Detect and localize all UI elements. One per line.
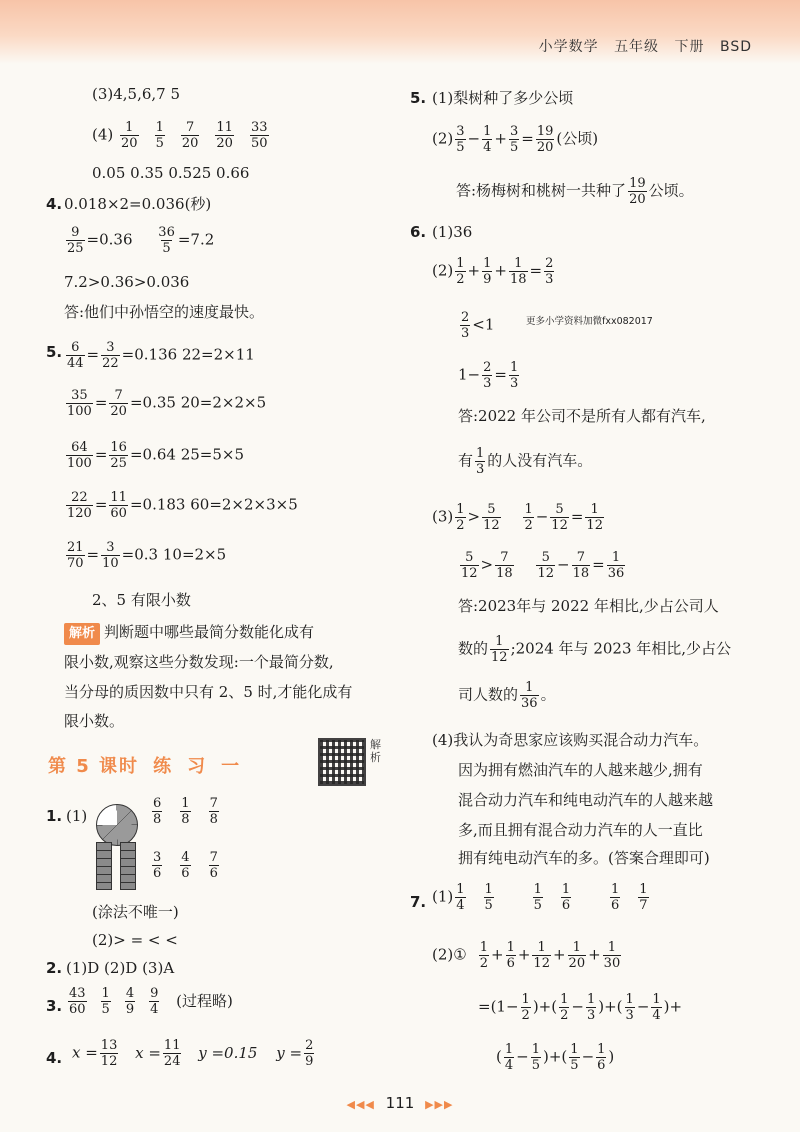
fraction: $\frac{19}{20}$ <box>629 176 646 207</box>
answer-line: 混合动力汽车和纯电动汽车的人越来越 <box>458 791 714 809</box>
denominator: 9 <box>125 1002 135 1017</box>
fraction: $\frac{1}{12}$ <box>586 502 603 533</box>
text: (1) <box>432 887 454 906</box>
denominator: 5 <box>101 1002 110 1017</box>
answer-line: (涂法不唯一) <box>92 903 179 921</box>
denominator: 22 <box>102 356 119 371</box>
lesson-title <box>48 752 255 778</box>
fraction: $\frac{3}{5}$ <box>509 124 519 155</box>
answer-line: 1− $\frac{2}{3}$ = $\frac{1}{3}$ <box>458 360 519 391</box>
denominator: 60 <box>110 506 127 521</box>
header-volume: 下册 <box>674 39 705 55</box>
fraction <box>209 850 219 881</box>
answer-line: (1)梨树种了多少公顷 <box>432 89 574 107</box>
denominator: 8 <box>181 812 190 827</box>
answer-line <box>458 680 556 711</box>
denominator: 120 <box>67 506 92 521</box>
text: y = <box>276 1043 303 1062</box>
fraction: $\frac{1}{30}$ <box>603 940 621 971</box>
fraction <box>180 850 190 881</box>
text: x = <box>135 1043 161 1062</box>
text: 的人没有汽车。 <box>487 451 593 470</box>
text: ;2024 年与 2023 年相比,少占公 <box>510 639 732 658</box>
denominator: 9 <box>305 1054 314 1069</box>
numerator: 11 <box>216 120 233 135</box>
fraction: $\frac{1}{2}$ <box>560 992 569 1023</box>
numerator: 7 <box>209 850 218 865</box>
answer-line: 0.05 0.35 0.525 0.66 <box>92 164 250 182</box>
answer-line: 因为拥有燃油汽车的人越来越少,拥有 <box>458 761 703 779</box>
numerator: 22 <box>71 490 88 505</box>
text: =0.64 25=5×5 <box>129 445 244 464</box>
question-number: 1. <box>46 807 63 825</box>
numerator: 1 <box>101 986 110 1001</box>
bar-shading-icon <box>96 842 140 890</box>
fraction <box>66 440 93 471</box>
numerator: 1 <box>181 796 190 811</box>
fraction: $\frac{1}{36}$ <box>607 550 625 581</box>
denominator: 4 <box>150 1002 159 1017</box>
explanation-line <box>64 622 314 645</box>
answer-line: (2)① $\frac{1}{2}$ + $\frac{1}{6}$ + $\frac{1}{12}$ + $\frac{1}{20}$ + $\frac{1}{30}$ <box>432 940 621 971</box>
fraction <box>109 490 128 521</box>
numerator: 9 <box>150 986 159 1001</box>
fraction: $\frac{1}{4}$ <box>652 992 661 1023</box>
fraction <box>152 796 162 827</box>
text: 数的 <box>458 639 489 658</box>
denominator: 50 <box>250 136 268 151</box>
answer-line: $\frac{35}{100}$ = $\frac{7}{20}$ =0.35 20=2×2×5 <box>67 388 267 419</box>
fraction <box>66 388 93 419</box>
fraction <box>155 120 165 151</box>
text: =0.183 60=2×2×3×5 <box>129 495 298 514</box>
fraction <box>66 340 85 371</box>
bar-rect <box>96 842 112 890</box>
fraction: $\frac{1}{18}$ <box>509 256 527 287</box>
numerator: 33 <box>250 120 268 135</box>
fraction: $\frac{1}{3}$ <box>586 992 596 1023</box>
fraction: $\frac{1}{6}$ <box>597 1042 606 1073</box>
answer-line: (2) $\frac{1}{2}$ + $\frac{1}{9}$ + $\frac{1}{18}$ = $\frac{2}{3}$ <box>432 256 554 287</box>
answer-line: 多,而且拥有混合动力汽车的人一直比 <box>458 821 703 839</box>
answer-line: =(1− $\frac{1}{2}$ )+( $\frac{1}{2}$ − $\frac{1}{3}$ )+( $\frac{1}{3}$ − $\frac{1}{4}$ )+ <box>478 992 683 1023</box>
fraction: $\frac{1}{2}$ <box>524 502 533 533</box>
header-subject: 小学数学 <box>538 39 599 55</box>
explanation-line: 限小数,观察这些分数发现:一个最简分数, <box>64 653 334 671</box>
fraction: $\frac{1}{12}$ <box>533 940 550 971</box>
denominator: 8 <box>209 812 218 827</box>
text: x = <box>72 1043 98 1062</box>
fraction-list <box>118 120 270 151</box>
text: 一 <box>221 756 242 777</box>
qr-label: 解析 <box>370 738 381 764</box>
fraction: $\frac{1}{7}$ <box>639 882 648 913</box>
text: =0.36 <box>86 230 133 249</box>
answer-line: (2)> = < < <box>92 931 178 949</box>
explanation-line: 限小数。 <box>64 712 125 730</box>
numerator: 13 <box>100 1038 118 1053</box>
numerator: 1 <box>155 120 164 135</box>
fraction <box>101 340 120 371</box>
fraction: $\frac{1}{5}$ <box>484 882 493 913</box>
answer-line: (3) $\frac{1}{2}$ > $\frac{5}{12}$ $\frac{1}{2}$ − $\frac{5}{12}$ = $\frac{1}{12}$ <box>432 502 603 533</box>
numerator: 7 <box>209 796 218 811</box>
answer-line <box>72 1038 316 1069</box>
answer-line: $\frac{6}{44}$ = $\frac{3}{22}$ =0.136 22=2×11 <box>67 340 255 371</box>
numerator: 3 <box>106 340 115 355</box>
fraction <box>304 1038 314 1069</box>
fraction <box>250 120 269 151</box>
fraction: $\frac{1}{4}$ <box>504 1042 514 1073</box>
fraction: $\frac{5}{12}$ <box>551 502 568 533</box>
denominator: 10 <box>102 556 119 571</box>
fraction <box>100 1038 119 1069</box>
fraction: $\frac{1}{20}$ <box>568 940 586 971</box>
text: 公顷。 <box>648 181 694 200</box>
text: 习 <box>187 756 208 777</box>
answer-line <box>458 634 731 665</box>
fraction: $\frac{1}{3}$ <box>625 992 634 1023</box>
numerator: 3 <box>153 850 162 865</box>
denominator: 100 <box>67 404 92 419</box>
pie-shading-icon <box>96 804 138 846</box>
fraction: $\frac{1}{12}$ <box>491 634 508 665</box>
fraction: $\frac{1}{5}$ <box>570 1042 579 1073</box>
denominator: 70 <box>67 556 84 571</box>
denominator: 20 <box>181 136 199 151</box>
numerator: 21 <box>67 540 84 555</box>
fraction: $\frac{5}{12}$ <box>461 550 478 581</box>
answer-line <box>64 225 214 256</box>
answer-line: 拥有纯电动汽车的多。(答案合理即可) <box>458 849 710 867</box>
right-arrows-icon: ▶▶▶ <box>425 1098 454 1111</box>
text: (2) <box>432 129 454 148</box>
fraction <box>181 120 200 151</box>
text: =0.136 22=2×11 <box>121 345 255 364</box>
text: y =0.15 <box>198 1043 258 1062</box>
numerator: 4 <box>181 850 190 865</box>
question-number: 2. <box>46 959 63 977</box>
fraction: $\frac{1}{6}$ <box>610 882 620 913</box>
denominator: 20 <box>216 136 233 151</box>
denominator: 8 <box>153 812 162 827</box>
question-number: 7. <box>410 893 427 911</box>
answer-line: $\frac{64}{100}$ = $\frac{16}{25}$ =0.64 25=5×5 <box>67 440 244 471</box>
question-number: 3. <box>46 997 63 1015</box>
answer-line: (3)4,5,6,7 5 <box>92 85 181 103</box>
denominator: 44 <box>67 356 84 371</box>
denominator: 60 <box>69 1002 86 1017</box>
item-prefix: (1) <box>66 807 88 825</box>
answer-line: (1)D (2)D (3)A <box>66 959 175 977</box>
qr-code-icon[interactable] <box>318 738 366 786</box>
numerator: 11 <box>110 490 127 505</box>
fraction <box>109 440 128 471</box>
numerator: 9 <box>71 225 80 240</box>
answer-line <box>66 986 233 1017</box>
fraction: $\frac{1}{4}$ <box>483 124 492 155</box>
page-footer <box>0 1094 800 1112</box>
answer-line: $\frac{5}{12}$ > $\frac{7}{18}$ $\frac{5}{12}$ − $\frac{7}{18}$ = $\frac{1}{36}$ <box>461 550 625 581</box>
denominator: 25 <box>67 241 84 256</box>
fraction: $\frac{19}{20}$ <box>536 124 554 155</box>
denominator: 6 <box>209 866 218 881</box>
answer-line <box>432 882 651 913</box>
fraction: $\frac{1}{6}$ <box>506 940 515 971</box>
numerator: 4 <box>125 986 135 1001</box>
fraction: $\frac{5}{12}$ <box>483 502 500 533</box>
numerator: 6 <box>71 340 80 355</box>
denominator: 6 <box>153 866 162 881</box>
text: =0.3 10=2×5 <box>121 545 227 564</box>
question-number: 5. <box>46 343 63 361</box>
text: 判断题中哪些最简分数能化成有 <box>104 623 315 641</box>
text: 司人数的 <box>458 685 519 704</box>
fraction-list <box>150 796 221 827</box>
page-header <box>0 0 800 64</box>
text: 答:杨梅树和桃树一共种了 <box>456 181 627 200</box>
denominator: 5 <box>155 136 164 151</box>
fraction: $\frac{5}{12}$ <box>537 550 554 581</box>
denominator: 12 <box>100 1054 118 1069</box>
header-edition: BSD <box>719 39 752 55</box>
fraction: $\frac{1}{36}$ <box>521 680 538 711</box>
question-number: 5. <box>410 89 427 107</box>
answer-line: $\frac{22}{120}$ = $\frac{11}{60}$ =0.183 60=2×2×3×5 <box>67 490 298 521</box>
fraction <box>66 225 85 256</box>
item-prefix: (4) <box>92 125 114 144</box>
answer-line: (4)我认为奇思家应该购买混合动力汽车。 <box>432 731 709 749</box>
fraction <box>152 850 162 881</box>
text: 有 <box>458 451 474 470</box>
denominator: 20 <box>121 136 138 151</box>
denominator: 20 <box>110 404 127 419</box>
fraction: $\frac{1}{2}$ <box>521 992 530 1023</box>
fraction: $\frac{2}{3}$ <box>461 310 470 341</box>
fraction <box>180 796 190 827</box>
denominator: 24 <box>163 1054 181 1069</box>
fraction: $\frac{1}{6}$ <box>561 882 571 913</box>
numerator: 1 <box>125 120 134 135</box>
numerator: 7 <box>185 120 195 135</box>
fraction: $\frac{1}{3}$ <box>509 360 519 391</box>
fraction: $\frac{2}{3}$ <box>545 256 554 287</box>
answer-line: (1)36 <box>432 223 473 241</box>
fraction: $\frac{1}{2}$ <box>456 502 465 533</box>
denominator: 5 <box>162 241 171 256</box>
question-number: 6. <box>410 223 427 241</box>
text: (3) <box>432 507 454 526</box>
left-arrows-icon: ◀◀◀ <box>346 1098 375 1111</box>
fraction: $\frac{7}{18}$ <box>496 550 513 581</box>
text: 。 <box>540 685 556 704</box>
fraction <box>101 540 120 571</box>
explanation-line: 当分母的质因数中只有 2、5 时,才能化成有 <box>64 683 353 701</box>
fraction: $\frac{1}{2}$ <box>456 256 465 287</box>
denominator: 6 <box>181 866 190 881</box>
numerator: 16 <box>110 440 127 455</box>
numerator: 35 <box>71 388 88 403</box>
question-number: 4. <box>46 195 63 213</box>
answer-line: (2) $\frac{3}{5}$ − $\frac{1}{4}$ + $\frac{3}{5}$ = $\frac{19}{20}$ (公顷) <box>432 124 599 155</box>
fraction: $\frac{1}{5}$ <box>531 1042 540 1073</box>
fraction <box>109 388 128 419</box>
answer-line <box>92 120 271 151</box>
text: 第 5 课时 <box>48 756 140 777</box>
fraction <box>209 796 219 827</box>
fraction <box>125 986 135 1017</box>
text: (2) <box>432 261 454 280</box>
fraction: $\frac{1}{2}$ <box>479 940 488 971</box>
answer-line <box>150 796 221 827</box>
answer-line <box>458 446 592 477</box>
fraction: $\frac{7}{18}$ <box>572 550 590 581</box>
numerator: 11 <box>163 1038 181 1053</box>
fraction: $\frac{2}{3}$ <box>483 360 492 391</box>
answer-line: ( $\frac{1}{4}$ − $\frac{1}{5}$ )+( $\frac{1}{5}$ − $\frac{1}{6}$ ) <box>496 1042 615 1073</box>
answer-line: $\frac{21}{70}$ = $\frac{3}{10}$ =0.3 10=2×5 <box>67 540 227 571</box>
fraction <box>66 490 93 521</box>
answer-line <box>456 176 694 207</box>
fraction <box>66 540 85 571</box>
answer-line: 7.2>0.36>0.036 <box>64 273 190 291</box>
answer-line: 答:2023年与 2022 年相比,少占公司人 <box>458 597 719 615</box>
fraction-list <box>66 986 161 1017</box>
numerator: 2 <box>305 1038 314 1053</box>
fraction <box>120 120 139 151</box>
text: <1 <box>472 315 495 334</box>
answer-line: 答:他们中孙悟空的速度最快。 <box>64 303 265 321</box>
numerator: 3 <box>106 540 115 555</box>
jiexi-badge: 解析 <box>64 623 100 645</box>
fraction <box>163 1038 182 1069</box>
answer-line <box>150 850 221 881</box>
answer-line <box>458 310 494 341</box>
fraction: $\frac{3}{5}$ <box>456 124 465 155</box>
denominator: 100 <box>67 456 92 471</box>
fraction <box>215 120 234 151</box>
header-title <box>529 36 752 56</box>
answer-line: 2、5 有限小数 <box>92 591 191 609</box>
bar-rect <box>120 842 136 890</box>
fraction: $\frac{1}{5}$ <box>533 882 542 913</box>
text: 1− <box>458 365 481 384</box>
numerator: 6 <box>153 796 162 811</box>
answer-line: 0.018×2=0.036(秒) <box>64 195 212 213</box>
watermark-note: 更多小学资料加微fxx082017 <box>526 316 653 327</box>
fraction <box>157 225 176 256</box>
header-grade: 五年级 <box>614 39 660 55</box>
numerator: 64 <box>71 440 88 455</box>
numerator: 36 <box>158 225 175 240</box>
numerator: 43 <box>69 986 86 1001</box>
answer-line: 答:2022 年公司不是所有人都有汽车, <box>458 407 706 425</box>
fraction <box>149 986 159 1017</box>
text: =0.35 20=2×2×5 <box>129 393 267 412</box>
text: 练 <box>153 756 174 777</box>
fraction: $\frac{1}{3}$ <box>476 446 485 477</box>
question-number: 4. <box>46 1049 63 1067</box>
fraction-list <box>150 850 221 881</box>
text: =7.2 <box>177 230 215 249</box>
denominator: 25 <box>110 456 127 471</box>
fraction <box>68 986 87 1017</box>
text: (公顷) <box>556 129 599 148</box>
fraction: $\frac{1}{9}$ <box>483 256 492 287</box>
text: (2)① <box>432 945 467 964</box>
page-number: 111 <box>385 1094 415 1112</box>
fraction: $\frac{1}{4}$ <box>456 882 465 913</box>
numerator: 7 <box>114 388 123 403</box>
fraction <box>101 986 111 1017</box>
text: (过程略) <box>176 991 233 1010</box>
